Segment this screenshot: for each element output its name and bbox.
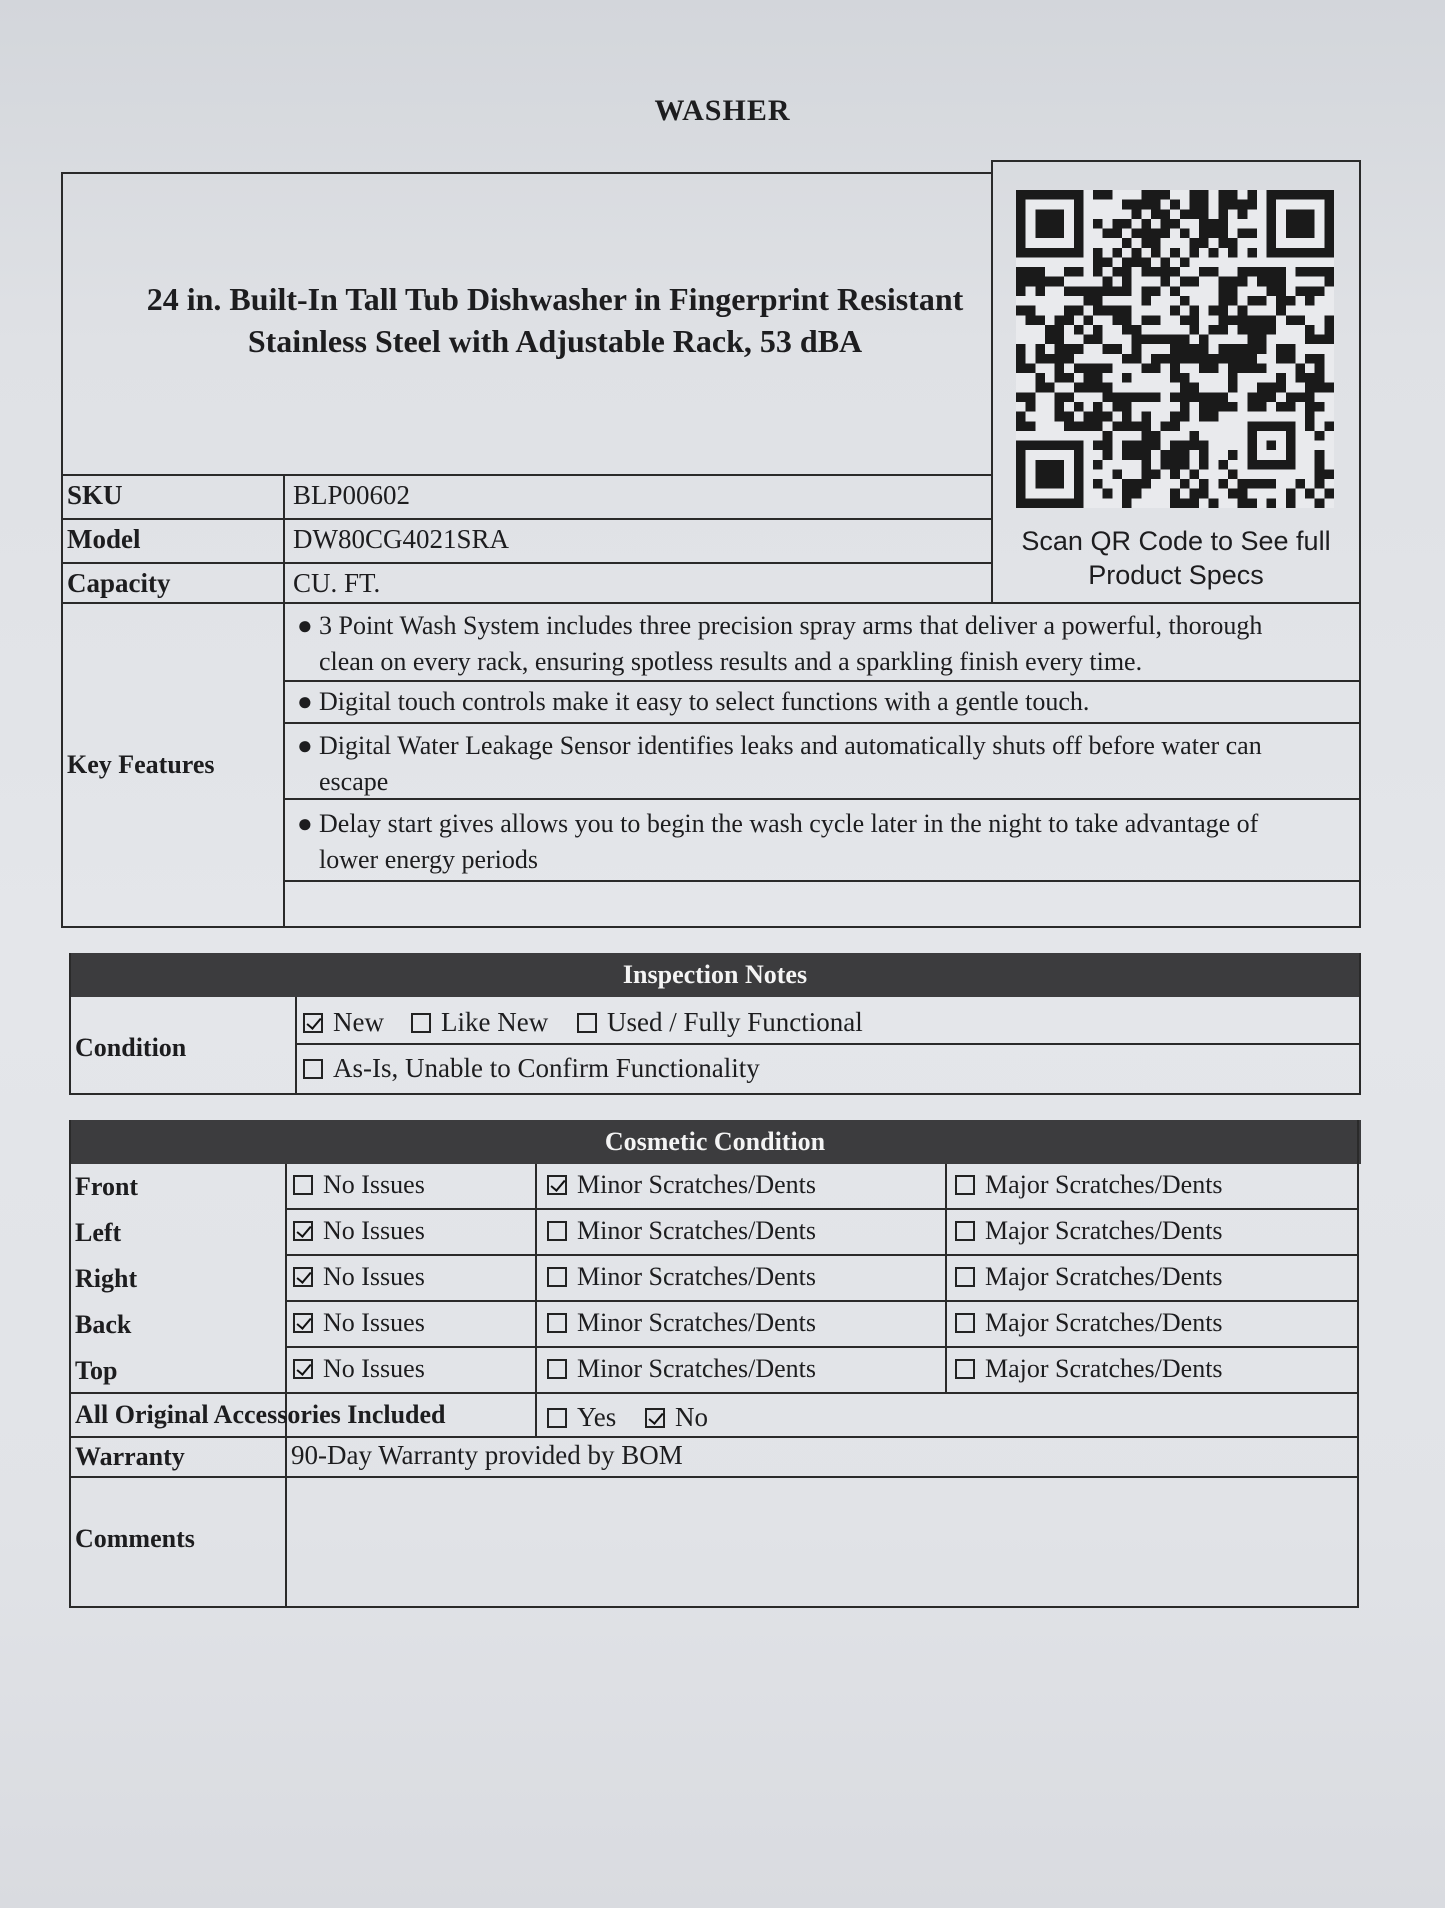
checkbox-icon[interactable]: [303, 1013, 323, 1033]
checkbox-icon[interactable]: [293, 1313, 313, 1333]
option-label: Yes: [577, 1402, 617, 1432]
checkbox-icon[interactable]: [547, 1359, 567, 1379]
table-border: [283, 474, 285, 926]
feature-item: [297, 728, 1337, 800]
accessories-no[interactable]: [645, 1402, 708, 1433]
cosmetic-row-label: Front: [75, 1172, 139, 1201]
major-scratches-option[interactable]: [955, 1170, 1223, 1200]
sku-label: SKU: [67, 480, 123, 510]
table-border: [69, 1392, 1359, 1394]
checkbox-icon[interactable]: [293, 1221, 313, 1241]
checkbox-icon[interactable]: [293, 1267, 313, 1287]
no-issues-option[interactable]: [293, 1354, 425, 1384]
checkbox-icon[interactable]: [547, 1408, 567, 1428]
qr-code-icon: [1016, 190, 1334, 508]
cosmetic-row-label: Right: [75, 1264, 138, 1293]
sku-value: BLP00602: [293, 480, 411, 510]
table-border: [69, 1476, 1359, 1478]
option-label: Major Scratches/Dents: [985, 1308, 1223, 1337]
qr-caption-line: Scan QR Code to See full: [1021, 526, 1331, 556]
checkbox-icon[interactable]: [547, 1267, 567, 1287]
table-border: [285, 1254, 1359, 1256]
option-label: Like New: [441, 1007, 549, 1037]
key-features-label: Key Features: [67, 750, 215, 779]
major-scratches-option[interactable]: [955, 1308, 1223, 1338]
checkbox-icon[interactable]: [955, 1221, 975, 1241]
major-scratches-option[interactable]: [955, 1262, 1223, 1292]
product-title: [75, 278, 1035, 362]
inspection-notes-banner: Inspection Notes: [69, 953, 1361, 997]
condition-option-new[interactable]: [303, 1007, 384, 1038]
table-border: [285, 1300, 1359, 1302]
table-border: [69, 1120, 71, 1608]
option-label: New: [333, 1007, 384, 1037]
table-border: [69, 953, 71, 1095]
checkbox-icon[interactable]: [955, 1267, 975, 1287]
option-label: Minor Scratches/Dents: [577, 1354, 817, 1383]
no-issues-option[interactable]: [293, 1216, 425, 1246]
bullet-icon: ●: [297, 731, 313, 760]
feature-item: [297, 806, 1337, 878]
minor-scratches-option[interactable]: [547, 1262, 816, 1292]
cosmetic-condition-section: [69, 1120, 1361, 1610]
option-label: No: [675, 1402, 708, 1432]
table-border: [61, 518, 991, 520]
table-border: [991, 160, 1361, 162]
warranty-label: Warranty: [75, 1442, 185, 1471]
major-scratches-option[interactable]: [955, 1354, 1223, 1384]
condition-option-like-new[interactable]: [411, 1007, 548, 1038]
table-border: [285, 1164, 287, 1608]
cosmetic-condition-banner: Cosmetic Condition: [69, 1120, 1361, 1164]
feature-text: Delay start gives allows you to begin the wash cycle later in the night to take advantage of: [319, 809, 1259, 838]
feature-text: lower energy periods: [319, 845, 539, 874]
cosmetic-row-label: Back: [75, 1310, 132, 1339]
table-border: [61, 562, 991, 564]
accessories-yes[interactable]: [547, 1402, 616, 1433]
model-value: DW80CG4021SRA: [293, 524, 510, 554]
option-label: As-Is, Unable to Confirm Functionality: [333, 1053, 760, 1083]
checkbox-icon[interactable]: [411, 1013, 431, 1033]
table-border: [945, 1164, 947, 1392]
capacity-label: Capacity: [67, 568, 171, 598]
option-label: No Issues: [323, 1262, 425, 1291]
option-label: Minor Scratches/Dents: [577, 1262, 817, 1291]
table-border: [295, 997, 297, 1095]
no-issues-option[interactable]: [293, 1308, 425, 1338]
option-label: No Issues: [323, 1354, 425, 1383]
checkbox-icon[interactable]: [955, 1313, 975, 1333]
table-border: [285, 1208, 1359, 1210]
option-label: Used / Fully Functional: [607, 1007, 863, 1037]
product-title-line: Stainless Steel with Adjustable Rack, 53 dBA: [247, 323, 863, 359]
condition-option-used[interactable]: [577, 1007, 863, 1038]
table-border: [991, 160, 993, 602]
bullet-icon: ●: [297, 611, 313, 640]
feature-text: clean on every rack, ensuring spotless results and a sparkling finish every time.: [319, 647, 1143, 676]
option-label: No Issues: [323, 1308, 425, 1337]
no-issues-option[interactable]: [293, 1170, 425, 1200]
bullet-icon: ●: [297, 687, 313, 716]
table-border: [295, 1043, 1361, 1045]
product-table: [61, 160, 1361, 928]
feature-text: Digital touch controls make it easy to select functions with a gentle touch.: [319, 687, 1090, 716]
option-label: Minor Scratches/Dents: [577, 1216, 817, 1245]
qr-caption-line: Product Specs: [1088, 560, 1264, 590]
checkbox-icon[interactable]: [645, 1408, 665, 1428]
checkbox-icon[interactable]: [303, 1059, 323, 1079]
feature-item: [297, 684, 1337, 720]
checkbox-icon[interactable]: [577, 1013, 597, 1033]
option-label: No Issues: [323, 1216, 425, 1245]
table-border: [69, 1606, 1359, 1608]
table-border: [69, 1093, 1361, 1095]
cosmetic-row-label: Top: [75, 1356, 118, 1385]
option-label: Major Scratches/Dents: [985, 1170, 1223, 1199]
feature-item: [297, 608, 1337, 680]
condition-option-as-is[interactable]: [303, 1053, 760, 1084]
table-border: [1359, 160, 1361, 928]
checkbox-icon[interactable]: [547, 1221, 567, 1241]
table-border: [61, 172, 991, 174]
checkbox-icon[interactable]: [547, 1313, 567, 1333]
checkbox-icon[interactable]: [955, 1359, 975, 1379]
bullet-icon: ●: [297, 809, 313, 838]
option-label: Major Scratches/Dents: [985, 1354, 1223, 1383]
comments-field[interactable]: [291, 1486, 1351, 1598]
table-border: [285, 1346, 1359, 1348]
table-border: [1357, 1120, 1359, 1606]
inspection-notes-section: [69, 953, 1361, 1097]
option-label: Minor Scratches/Dents: [577, 1308, 817, 1337]
checkbox-icon[interactable]: [547, 1175, 567, 1195]
option-label: Minor Scratches/Dents: [577, 1170, 817, 1199]
feature-text: 3 Point Wash System includes three precision spray arms that deliver a powerful, thorough: [319, 611, 1263, 640]
document-title: WASHER: [654, 94, 791, 127]
table-border: [283, 722, 1361, 724]
feature-text: escape: [319, 767, 389, 796]
table-border: [61, 926, 1361, 928]
checkbox-icon[interactable]: [293, 1175, 313, 1195]
minor-scratches-option[interactable]: [547, 1170, 816, 1200]
warranty-value: 90-Day Warranty provided by BOM: [291, 1440, 683, 1470]
option-label: No Issues: [323, 1170, 425, 1199]
table-border: [283, 880, 1361, 882]
table-border: [61, 172, 63, 926]
feature-text: Digital Water Leakage Sensor identifies leaks and automatically shuts off before water can: [319, 731, 1262, 760]
comments-label: Comments: [75, 1524, 195, 1553]
capacity-value: CU. FT.: [293, 568, 381, 598]
checkbox-icon[interactable]: [955, 1175, 975, 1195]
no-issues-option[interactable]: [293, 1262, 425, 1292]
table-border: [283, 680, 1361, 682]
option-label: Major Scratches/Dents: [985, 1216, 1223, 1245]
table-border: [1359, 953, 1361, 1095]
condition-label: Condition: [75, 1033, 187, 1062]
model-label: Model: [67, 524, 141, 554]
minor-scratches-option[interactable]: [547, 1308, 816, 1338]
table-border: [69, 1436, 1359, 1438]
qr-caption: [1021, 524, 1331, 592]
table-border: [61, 474, 991, 476]
accessories-label: All Original Accessories Included: [75, 1400, 446, 1429]
checkbox-icon[interactable]: [293, 1359, 313, 1379]
major-scratches-option[interactable]: [955, 1216, 1223, 1246]
table-border: [61, 602, 1361, 604]
cosmetic-row-label: Left: [75, 1218, 122, 1247]
minor-scratches-option[interactable]: [547, 1216, 816, 1246]
minor-scratches-option[interactable]: [547, 1354, 816, 1384]
product-title-line: 24 in. Built-In Tall Tub Dishwasher in Fingerprint Resistant: [146, 281, 964, 317]
option-label: Major Scratches/Dents: [985, 1262, 1223, 1291]
